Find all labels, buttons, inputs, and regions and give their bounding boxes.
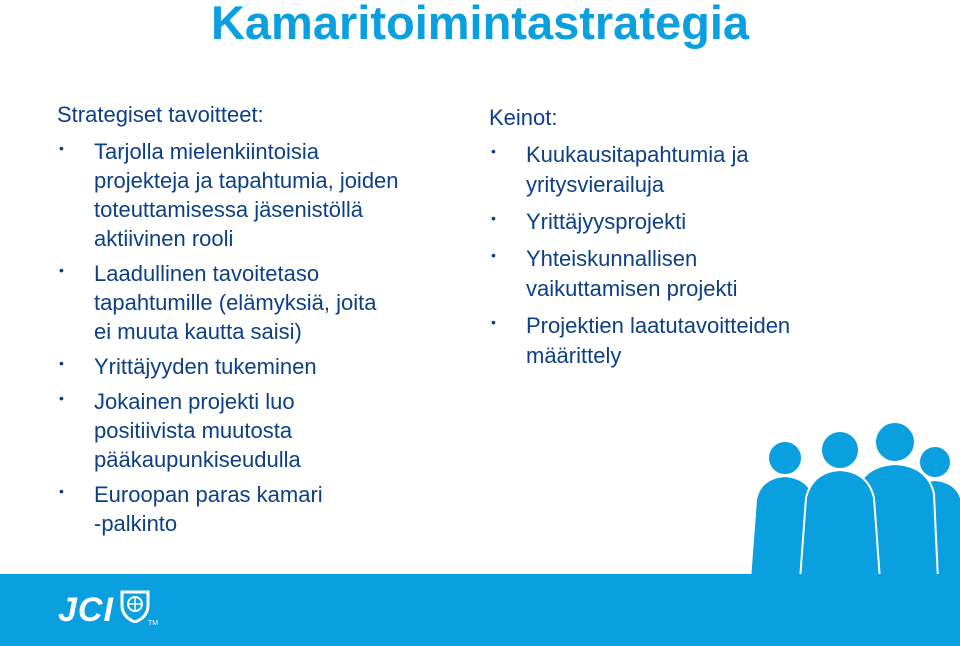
- list-item: [57, 352, 477, 381]
- list-item-line: Yhteiskunnallisen: [526, 246, 698, 271]
- list-item-line: Laadullinen tavoitetaso: [94, 261, 320, 286]
- footer-bar: [0, 574, 960, 646]
- list-item-line: Projektien laatutavoitteiden: [526, 313, 791, 338]
- bullet-icon: •: [491, 314, 496, 330]
- list-item: [489, 311, 919, 371]
- list-item-line: tapahtumille (elämyksiä, joita: [94, 290, 377, 315]
- bullet-icon: •: [59, 355, 64, 371]
- means-list: [489, 140, 919, 371]
- list-item-line: Euroopan paras kamari: [94, 482, 323, 507]
- list-item: [57, 259, 477, 346]
- list-item-line: Jokainen projekti luo: [94, 389, 295, 414]
- bullet-icon: •: [491, 247, 496, 263]
- bullet-icon: •: [59, 483, 64, 499]
- list-item-line: -palkinto: [94, 511, 178, 536]
- list-item: [489, 244, 919, 304]
- globe-shield-icon: [120, 589, 150, 632]
- strategic-goals-column: [57, 101, 477, 544]
- list-item-line: toteuttamisessa jäsenistöllä: [94, 197, 364, 222]
- strategic-goals-list: [57, 137, 477, 538]
- list-item-line: määrittely: [526, 343, 622, 368]
- list-item-line: ei muuta kautta saisi): [94, 319, 302, 344]
- bullet-icon: •: [59, 262, 64, 278]
- means-heading: Keinot:: [489, 105, 558, 130]
- jci-logo: [58, 590, 150, 630]
- list-item: [57, 387, 477, 474]
- list-item-line: pääkaupunkiseudulla: [94, 447, 301, 472]
- bullet-icon: •: [491, 143, 496, 159]
- list-item-line: Tarjolla mielenkiintoisia: [94, 139, 319, 164]
- list-item-line: aktiivinen rooli: [94, 226, 234, 251]
- people-silhouette-illustration: [730, 410, 960, 580]
- list-item: [57, 480, 477, 538]
- list-item-line: positiivista muutosta: [94, 418, 293, 443]
- list-item-line: Yrittäjyyden tukeminen: [94, 354, 317, 379]
- trademark-label: TM: [148, 620, 159, 627]
- jci-logo-text: JCI: [58, 590, 114, 629]
- list-item-line: Yrittäjyysprojekti: [526, 209, 687, 234]
- list-item: [489, 140, 919, 200]
- bullet-icon: •: [491, 210, 496, 226]
- list-item: [489, 207, 919, 237]
- list-item: [57, 137, 477, 253]
- list-item-line: yritysvierailuja: [526, 172, 665, 197]
- bullet-icon: •: [59, 390, 64, 406]
- means-column: [489, 104, 919, 378]
- strategic-goals-heading: Strategiset tavoitteet:: [57, 102, 264, 127]
- list-item-line: projekteja ja tapahtumia, joiden: [94, 168, 399, 193]
- list-item-line: vaikuttamisen projekti: [526, 276, 738, 301]
- list-item-line: Kuukausitapahtumia ja: [526, 142, 749, 167]
- slide-title: Kamaritoimintastrategia: [210, 0, 750, 49]
- bullet-icon: •: [59, 140, 64, 156]
